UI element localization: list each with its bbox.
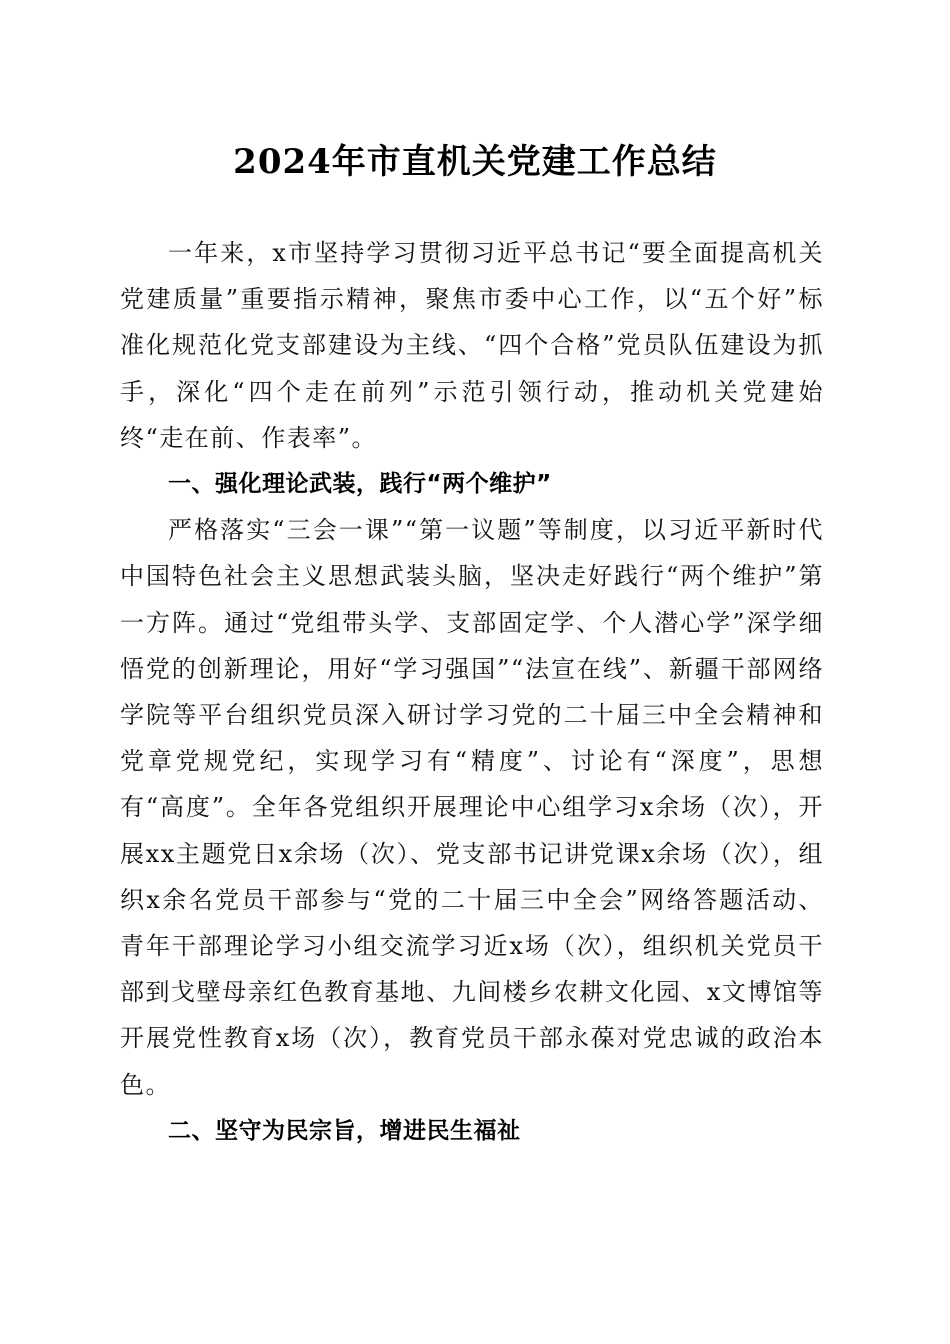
document-title: 2024年市直机关党建工作总结 <box>233 142 717 182</box>
section-heading-1: 一、强化理论武装，践行“两个维护” <box>168 471 552 498</box>
section-heading-2: 二、坚守为民宗旨，增进民生福祉 <box>168 1117 521 1144</box>
document-body <box>120 230 824 1154</box>
section-1-paragraph: 严格落实“三会一课”“第一议题”等制度，以习近平新时代中国特色社会主义思想武装头脑，坚决走好践行“两个维护”第一方阵。通过“党组带头学、支部固定学、个人潜心学”深学细悟党的创新理论，用好“学习强国”“法宣在线”、新疆干部网络学院等平台组织党员深入研讨学习党的二十届三中全会精神和党章党规党纪，实现学习有“精度”、讨论有“深度”，思想有“高度”。全年各党组织开展理论中心组学习x余场（次），开展xx主题党日x余场（次）、党支部书记讲党课x余场（次），组织x余名党员干部参与“党的二十届三中全会”网络答题活动、青年干部理论学习小组交流学习近x场（次），组织机关党员干部到戈壁母亲红色教育基地、九间楼乡农耕文化园、x文博馆等开展党性教育x场（次），教育党员干部永葆对党忠诚的政治本色。 <box>120 516 824 1099</box>
intro-paragraph: 一年来，x市坚持学习贯彻习近平总书记“要全面提高机关党建质量”重要指示精神，聚焦市委中心工作，以“五个好”标准化规范化党支部建设为主线、“四个合格”党员队伍建设为抓手，深化“四个走在前列”示范引领行动，推动机关党建始终“走在前、作表率”。 <box>120 239 824 452</box>
